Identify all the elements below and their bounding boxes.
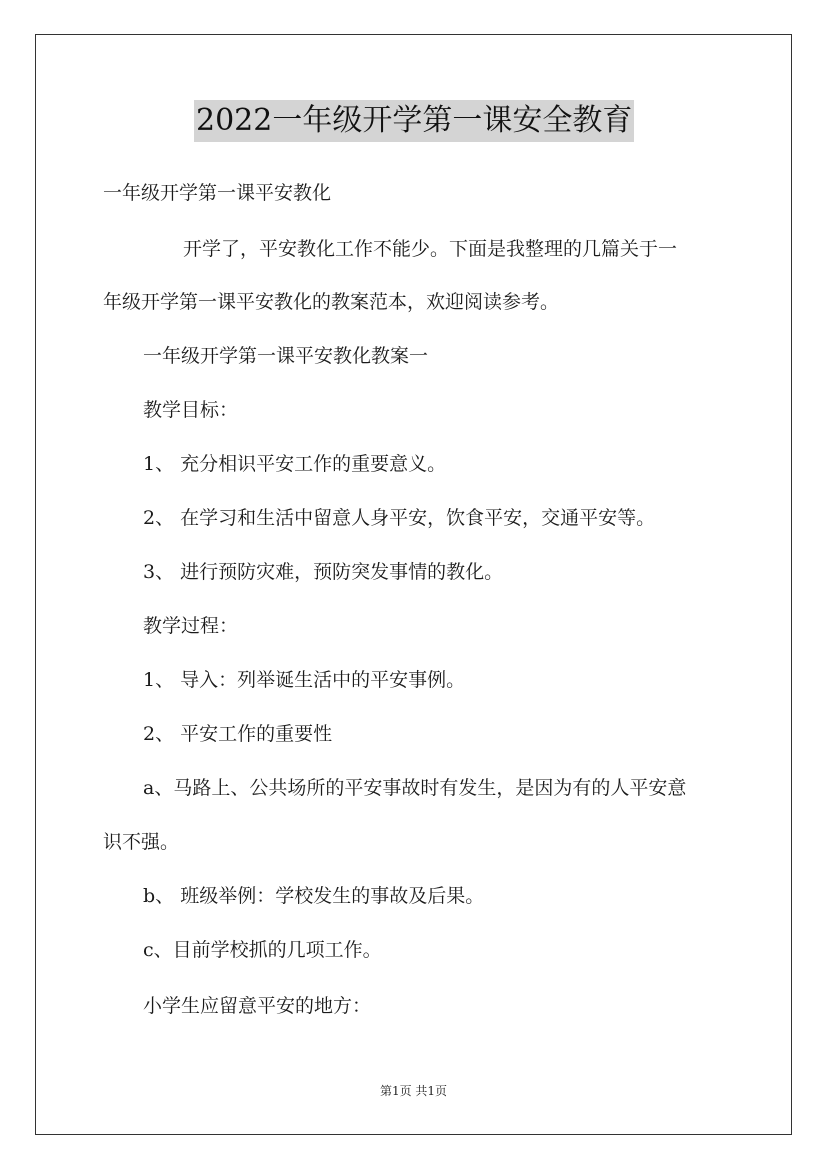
document-subtitle: 一年级开学第一课平安教化 [103, 182, 332, 204]
places-heading: 小学生应留意平安的地方： [143, 995, 372, 1017]
process-item-2: 2、 平安工作的重要性 [143, 723, 333, 745]
process-heading: 教学过程： [143, 615, 239, 637]
process-item-1: 1、 导入：列举诞生活中的平安事例。 [143, 669, 466, 691]
page-number-footer: 第1页 共1页 [379, 1084, 448, 1098]
point-b: b、 班级举例：学校发生的事故及后果。 [143, 885, 485, 907]
intro-paragraph-line-1: 开学了，平安教化工作不能少。下面是我整理的几篇关于一 [183, 238, 678, 260]
goal-item-1: 1、 充分相识平安工作的重要意义。 [143, 453, 447, 475]
intro-paragraph-line-2: 年级开学第一课平安教化的教案范本，欢迎阅读参考。 [103, 291, 560, 313]
plan-heading: 一年级开学第一课平安教化教案一 [143, 345, 429, 367]
document-title: 2022一年级开学第一课安全教育 [194, 100, 634, 142]
point-c: c、目前学校抓的几项工作。 [143, 939, 382, 961]
goal-item-2: 2、 在学习和生活中留意人身平安，饮食平安，交通平安等。 [143, 507, 656, 529]
point-a-line-2: 识不强。 [103, 831, 180, 853]
goals-heading: 教学目标： [143, 399, 239, 421]
point-a-line-1: a、马路上、公共场所的平安事故时有发生，是因为有的人平安意 [143, 777, 687, 799]
goal-item-3: 3、 进行预防灾难，预防突发事情的教化。 [143, 561, 504, 583]
